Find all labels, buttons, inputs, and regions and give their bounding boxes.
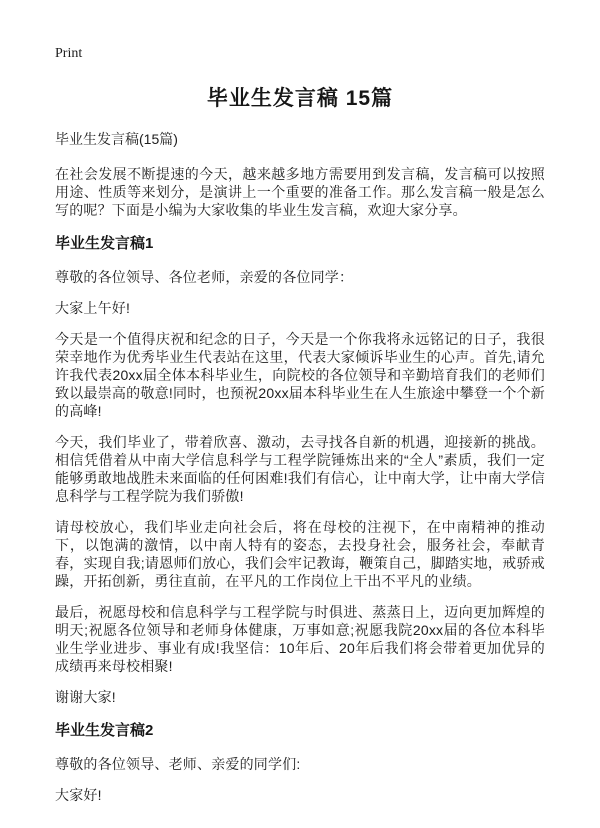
document-subtitle: 毕业生发言稿(15篇) xyxy=(55,131,178,147)
section-heading-2: 毕业生发言稿2 xyxy=(55,722,154,739)
salutation: 尊敬的各位领导、老师、亲爱的同学们: xyxy=(55,756,301,772)
paragraph: 今天，我们毕业了，带着欣喜、激动，去寻找各自新的机遇，迎接新的挑战。相信凭借着从中南大学信息科学与工程学院锤炼出来的“全人”素质，我们一定能够勇敢地战胜未来面临的任何困难!我们有信心，让中南大学，让中南大学信息科学与工程学院为我们骄傲! xyxy=(55,434,545,504)
page-title: 毕业生发言稿 15篇 xyxy=(206,87,394,110)
paragraph: 最后，祝愿母校和信息科学与工程学院与时俱进、蒸蒸日上，迈向更加辉煌的明天;祝愿各位领导和老师身体健康，万事如意;祝愿我院20xx届的各位本科毕业生学业进步、事业有成!我坚信：10年后、20年后我们将会带着更加优异的成绩再来母校相聚! xyxy=(55,604,545,674)
print-button[interactable]: Print xyxy=(55,46,83,61)
intro-paragraph: 在社会发展不断提速的今天，越来越多地方需要用到发言稿，发言稿可以按照用途、性质等来划分，是演讲上一个重要的准备工作。那么发言稿一般是怎么写的呢？下面是小编为大家收集的毕业生发言稿，欢迎大家分享。 xyxy=(55,166,545,218)
greeting: 大家上午好! xyxy=(55,300,131,316)
paragraph: 请母校放心，我们毕业走向社会后，将在母校的注视下，在中南精神的推动下，以饱满的激情，以中南人特有的姿态，去投身社会，服务社会，奉献青春，实现自我;请恩师们放心，我们会牢记教诲，鞭策自己，脚踏实地，戒骄戒躁，开拓创新，勇往直前，在平凡的工作岗位上干出不平凡的业绩。 xyxy=(55,519,545,589)
section-heading-1: 毕业生发言稿1 xyxy=(55,235,154,252)
closing-thanks: 谢谢大家! xyxy=(55,689,116,705)
salutation: 尊敬的各位领导、各位老师，亲爱的各位同学： xyxy=(55,269,354,285)
greeting: 大家好! xyxy=(55,787,102,803)
paragraph: 今天是一个值得庆祝和纪念的日子，今天是一个你我将永远铭记的日子，我很荣幸地作为优秀毕业生代表站在这里，代表大家倾诉毕业生的心声。首先,请允许我代表20xx届全体本科毕业生，向院校的各位领导和辛勤培育我们的老师们致以最崇高的敬意!同时，也预祝20xx届本科毕业生在人生旅途中攀登一个个新的高峰! xyxy=(55,331,545,419)
